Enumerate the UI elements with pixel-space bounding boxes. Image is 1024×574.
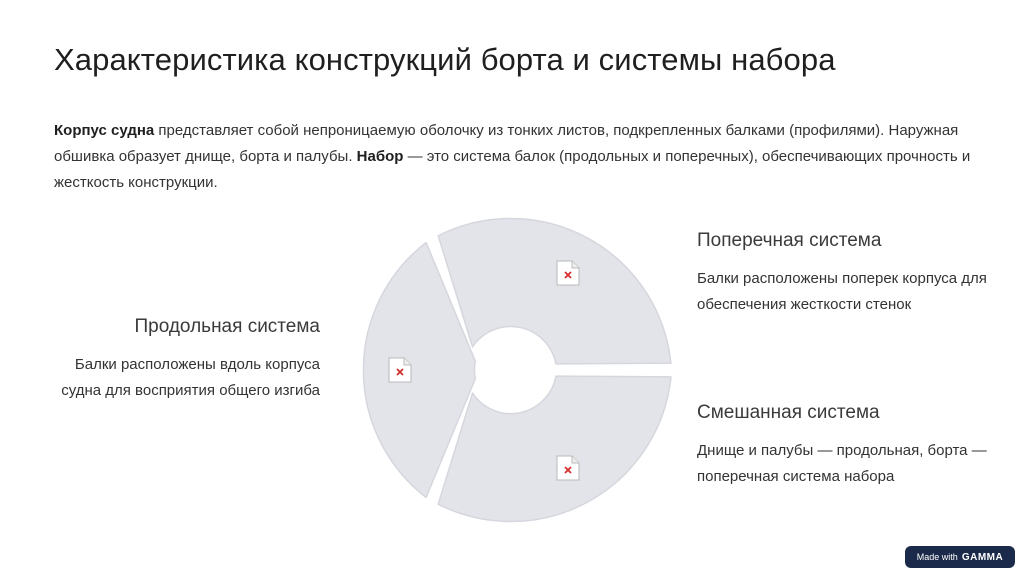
- transverse-system-description: Балки расположены поперек корпуса для обеспечения жесткости стенок: [697, 270, 987, 313]
- intro-text-hull: представляет собой непроницаемую оболочку из тонких листов, подкрепленных балками (профилями). Наружная обшивка образует днище, борта и палубы.: [54, 122, 959, 165]
- intro-text-framing: — это система балок (продольных и поперечных), обеспечивающих прочность и жесткость конструкции.: [54, 148, 971, 191]
- intro-term-framing: Набор: [356, 148, 404, 165]
- badge-prefix: Made with: [916, 552, 958, 562]
- ring-segment-transverse: [438, 219, 671, 364]
- ring-segment-mixed: [438, 376, 671, 521]
- mixed-system-block: [697, 402, 997, 490]
- page-title: Характеристика конструкций борта и системы набора: [54, 42, 836, 77]
- broken-image-icon: [388, 357, 412, 383]
- intro-term-hull: Корпус судна: [54, 122, 155, 139]
- mixed-system-description: Днище и палубы — продольная, борта — поперечная система набора: [697, 442, 987, 485]
- longitudinal-system-block: [40, 316, 320, 404]
- longitudinal-system-description: Балки расположены вдоль корпуса судна для восприятия общего изгиба: [61, 356, 320, 399]
- intro-paragraph: [54, 118, 984, 196]
- made-with-gamma-badge[interactable]: [905, 546, 1015, 568]
- broken-image-icon: [556, 455, 580, 481]
- longitudinal-system-title: Продольная система: [134, 316, 320, 337]
- broken-image-icon: [556, 260, 580, 286]
- mixed-system-title: Смешанная система: [697, 402, 880, 423]
- transverse-system-block: [697, 230, 997, 318]
- gamma-logo: GAMMA: [961, 551, 1004, 563]
- transverse-system-title: Поперечная система: [697, 230, 882, 251]
